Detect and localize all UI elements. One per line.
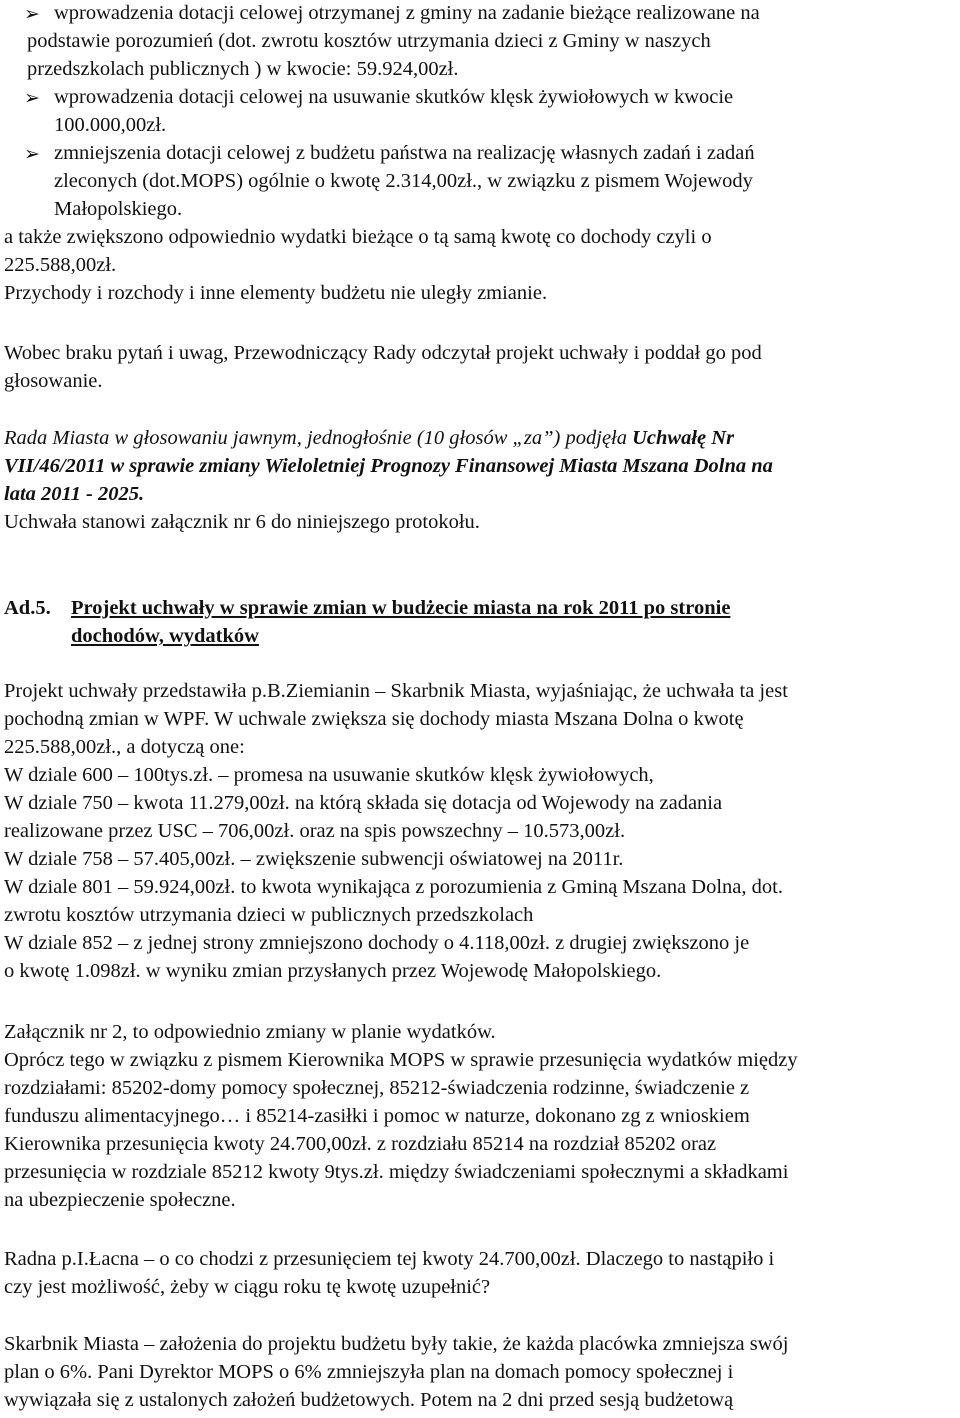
bullet-line: zmniejszenia dotacji celowej z budżetu państwa na realizację własnych zadań i zadań	[54, 142, 755, 164]
resolution-years: lata 2011 - 2025.	[4, 483, 145, 505]
after-bullets-paragraph	[4, 223, 954, 307]
wobec-paragraph	[4, 339, 954, 395]
body-expenses-paragraph	[4, 1018, 954, 1214]
text-line: Kierownika przesunięcia kwoty 24.700,00zł. z rozdziału 85214 na rozdział 85202 oraz	[4, 1133, 717, 1155]
arrow-bullet-icon: ➢	[24, 143, 40, 165]
text-line: W dziale 852 – z jednej strony zmniejszono dochody o 4.118,00zł. z drugiej zwiększono je	[4, 932, 750, 954]
text-line: Skarbnik Miasta – założenia do projektu budżetu były takie, że każda placówka zmniejsza swój	[4, 1333, 789, 1355]
body-answer-paragraph	[4, 1330, 954, 1414]
text-line: Przychody i rozchody i inne elementy budżetu nie uległy zmianie.	[4, 282, 548, 304]
text-line: rozdziałami: 85202-domy pomocy społecznej, 85212-świadczenia rodzinne, świadczenie z	[4, 1077, 750, 1099]
text-line: W dziale 600 – 100tys.zł. – promesa na usuwanie skutków klęsk żywiołowych,	[4, 764, 654, 786]
section-title	[71, 594, 921, 650]
bullet-line: wprowadzenia dotacji celowej otrzymanej z gminy na zadanie bieżące realizowane na	[54, 2, 760, 24]
text-line: głosowanie.	[4, 370, 103, 392]
bullet-line: 100.000,00zł.	[54, 114, 167, 136]
bullet-line: podstawie porozumień (dot. zwrotu kosztów utrzymania dzieci z Gminy w naszych	[27, 30, 711, 52]
bullet-item	[0, 83, 954, 139]
text-line: plan o 6%. Pani Dyrektor MOPS o 6% zmniejszyła plan na domach pomocy społecznej i	[4, 1361, 734, 1383]
text-line: W dziale 801 – 59.924,00zł. to kwota wynikająca z porozumienia z Gminą Mszana Dolna, dot.	[4, 876, 783, 898]
arrow-bullet-icon: ➢	[24, 87, 40, 109]
section-number: Ad.5.	[4, 597, 51, 619]
text-line: funduszu alimentacyjnego… i 85214-zasiłki i pomoc w naturze, dokonano zg z wnioskiem	[4, 1105, 750, 1127]
text-line: Oprócz tego w związku z pismem Kierownika MOPS w sprawie przesunięcia wydatków między	[4, 1049, 798, 1071]
bullet-item	[0, 0, 954, 83]
text-line: Wobec braku pytań i uwag, Przewodniczący Rady odczytał projekt uchwały i poddał go pod	[4, 342, 762, 364]
text-line: W dziale 758 – 57.405,00zł. – zwiększenie subwencji oświatowej na 2011r.	[4, 848, 624, 870]
text-line: o kwotę 1.098zł. w wyniku zmian przysłanych przez Wojewodę Małopolskiego.	[4, 960, 662, 982]
body-main-paragraph	[4, 677, 954, 985]
section-title-line: dochodów, wydatków	[71, 625, 259, 647]
text-line: czy jest możliwość, żeby w ciągu roku tę kwotę uzupełnić?	[4, 1276, 491, 1298]
resolution-paragraph	[4, 424, 954, 536]
section-title-line: Projekt uchwały w sprawie zmian w budżecie miasta na rok 2011 po stronie	[71, 597, 731, 619]
text-line: pochodną zmian w WPF. W uchwale zwiększa się dochody miasta Mszana Dolna o kwotę	[4, 708, 744, 730]
text-line: wywiązała się z ustalonych założeń budżetowych. Potem na 2 dni przed sesją budżetową	[4, 1389, 734, 1411]
resolution-attachment: Uchwała stanowi załącznik nr 6 do niniejszego protokołu.	[4, 511, 480, 533]
text-line: W dziale 750 – kwota 11.279,00zł. na którą składa się dotacja od Wojewody na zadania	[4, 792, 723, 814]
text-line: przesunięcia w rozdziale 85212 kwoty 9tys.zł. między świadczeniami społecznymi a składkami	[4, 1161, 789, 1183]
text-line: Radna p.I.Łacna – o co chodzi z przesunięciem tej kwoty 24.700,00zł. Dlaczego to nastąpiło i	[4, 1248, 775, 1270]
resolution-line	[4, 424, 954, 452]
text-line: na ubezpieczenie społeczne.	[4, 1189, 236, 1211]
resolution-title-start: Uchwałę Nr	[632, 427, 735, 449]
arrow-bullet-icon: ➢	[24, 3, 40, 25]
bullet-line: przedszkolach publicznych ) w kwocie: 59.924,00zł.	[27, 58, 459, 80]
bullet-line: Małopolskiego.	[54, 198, 183, 220]
text-line: zwrotu kosztów utrzymania dzieci w publicznych przedszkolach	[4, 904, 534, 926]
text-line: 225.588,00zł., a dotyczą one:	[4, 736, 245, 758]
resolution-intro: Rada Miasta w głosowaniu jawnym, jednogłośnie (10 głosów „za”) podjęła	[4, 427, 633, 449]
resolution-title: VII/46/2011 w sprawie zmiany Wieloletniej Prognozy Finansowej Miasta Mszana Dolna na	[4, 455, 773, 477]
text-line: realizowane przez USC – 706,00zł. oraz na spis powszechny – 10.573,00zł.	[4, 820, 626, 842]
text-line: Załącznik nr 2, to odpowiednio zmiany w planie wydatków.	[4, 1021, 496, 1043]
body-question-paragraph	[4, 1245, 954, 1301]
bullet-item	[0, 139, 954, 223]
bullet-line: wprowadzenia dotacji celowej na usuwanie skutków klęsk żywiołowych w kwocie	[54, 86, 734, 108]
text-line: Projekt uchwały przedstawiła p.B.Ziemianin – Skarbnik Miasta, wyjaśniając, że uchwała ta jest	[4, 680, 788, 702]
text-line: 225.588,00zł.	[4, 254, 117, 276]
bullet-line: zleconych (dot.MOPS) ogólnie o kwotę 2.314,00zł., w związku z pismem Wojewody	[54, 170, 753, 192]
text-line: a także zwiększono odpowiednio wydatki bieżące o tą samą kwotę co dochody czyli o	[4, 226, 712, 248]
